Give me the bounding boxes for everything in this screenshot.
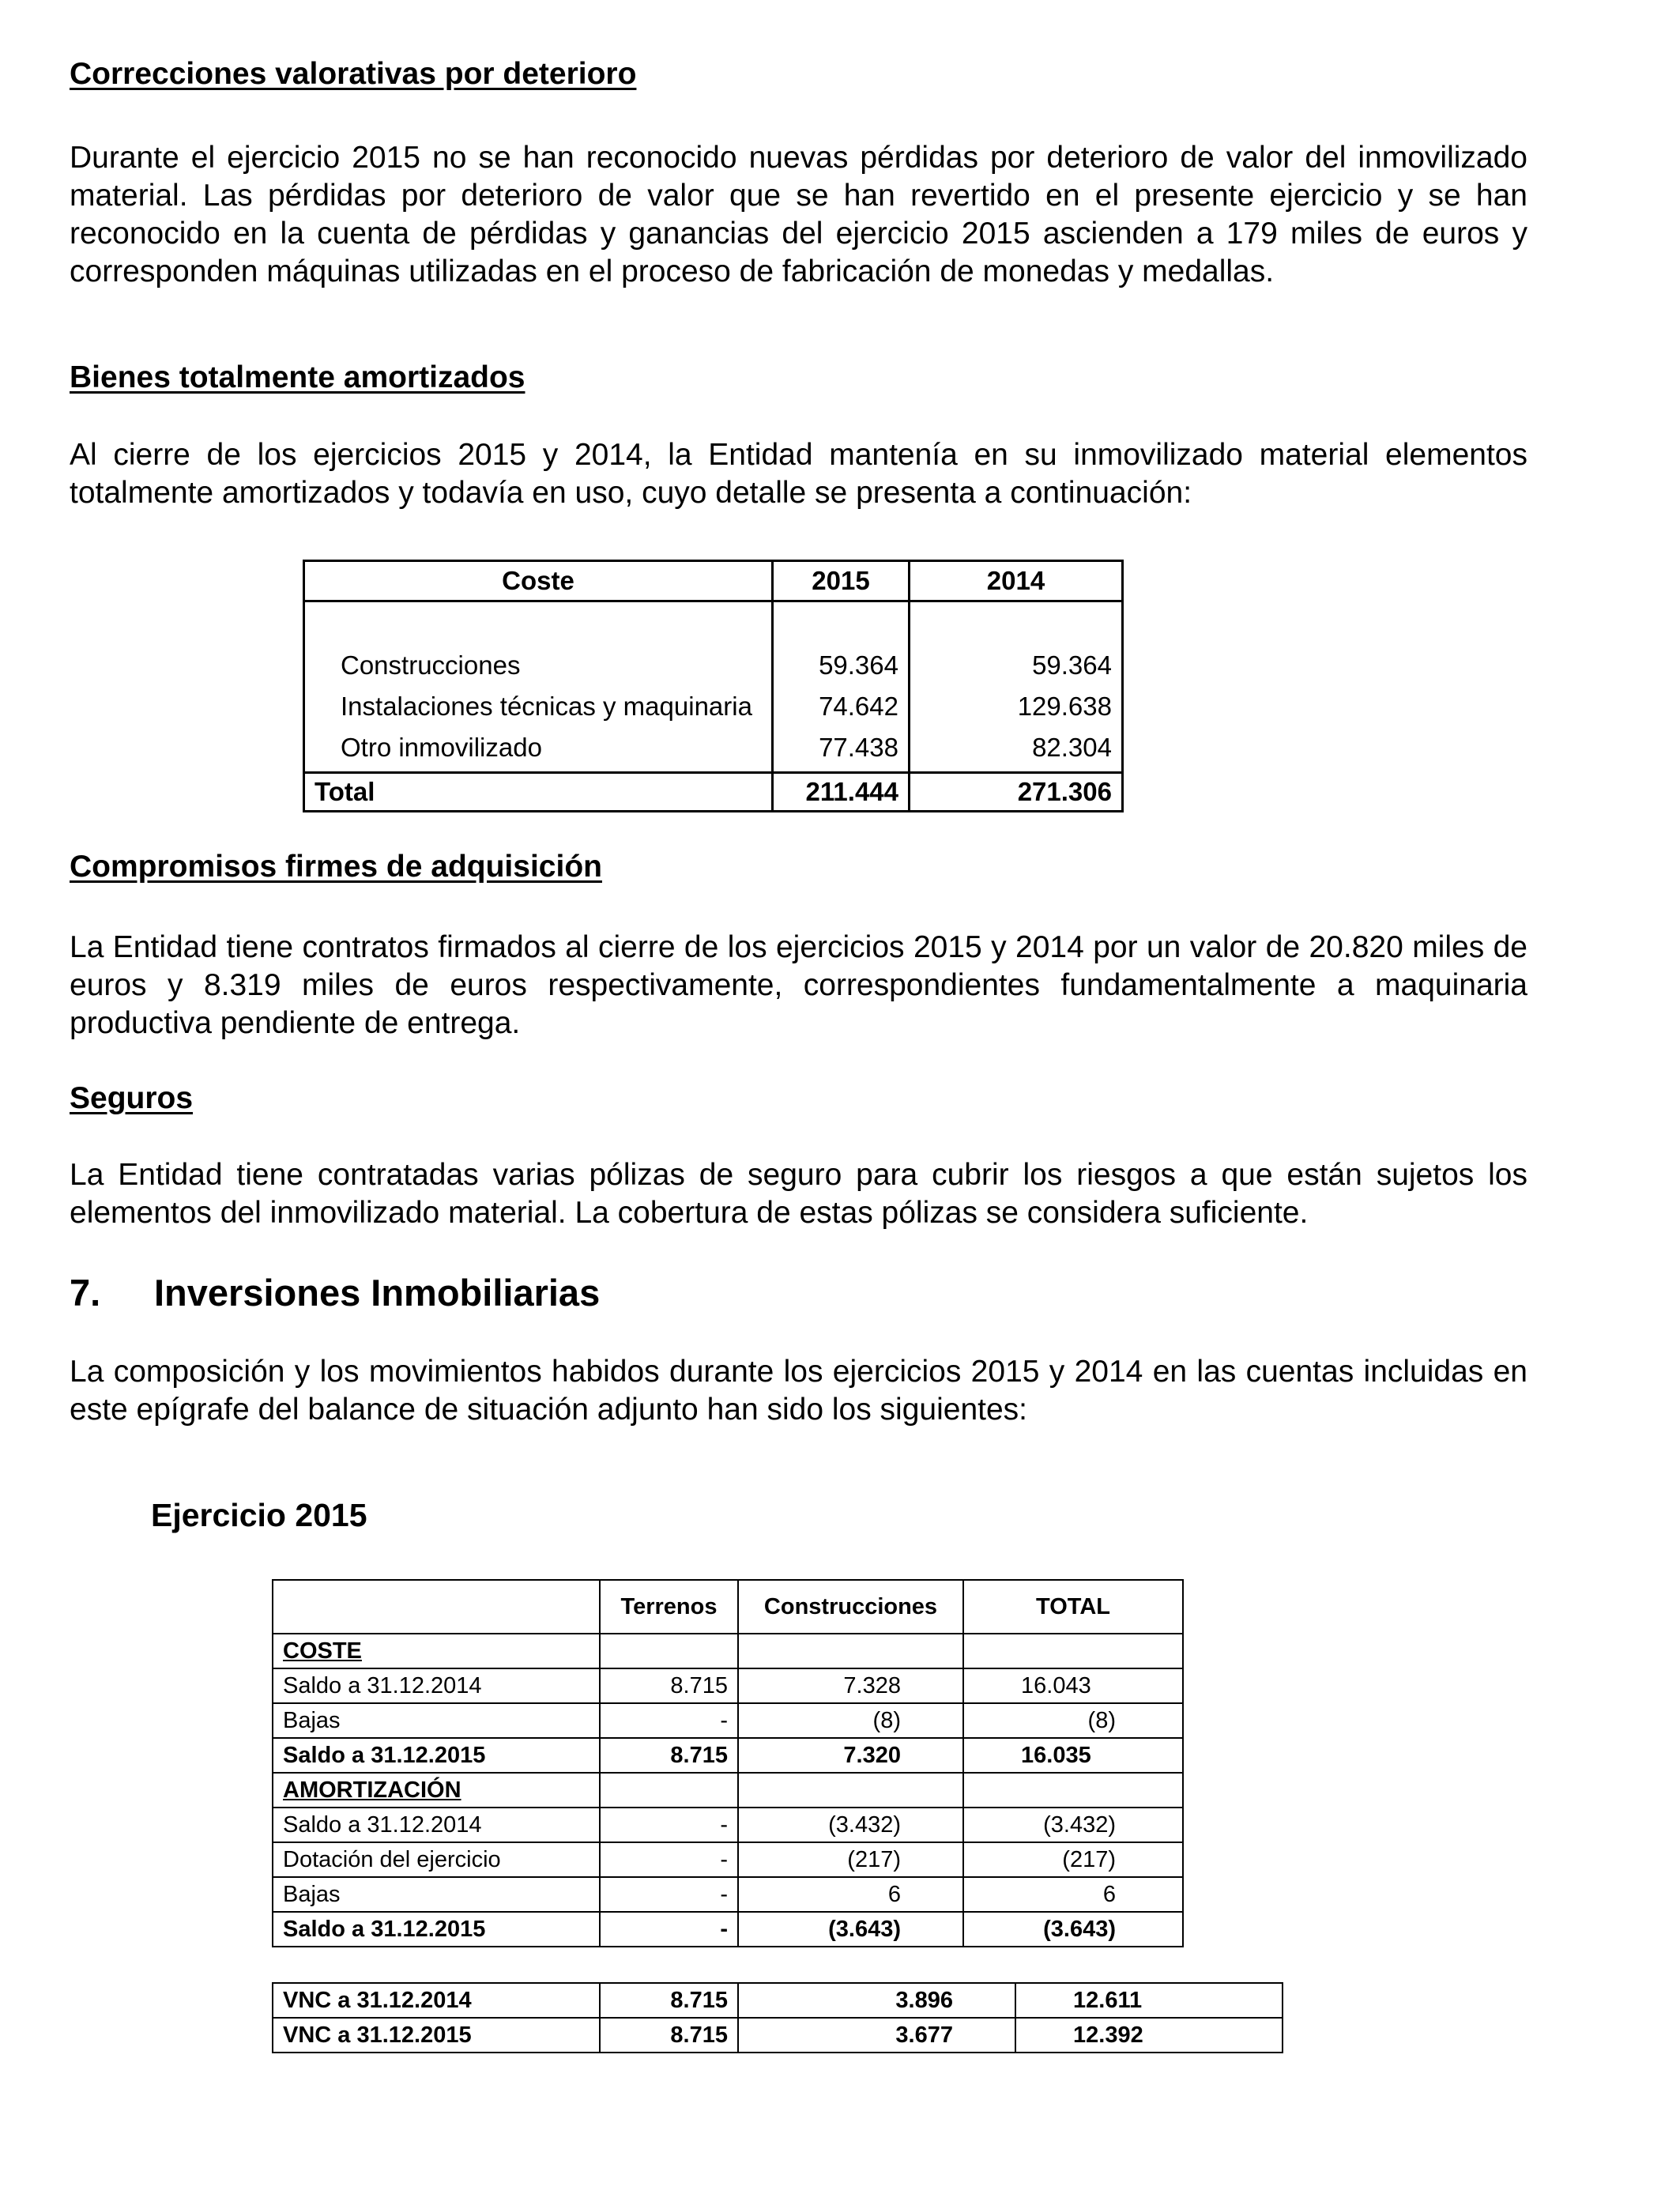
cell-construcciones: (3.643) (738, 1912, 963, 1947)
cell-construcciones: 7.320 (738, 1738, 963, 1773)
row-label: Construcciones (304, 645, 773, 686)
cell-construcciones: (217) (738, 1842, 963, 1877)
header-construcciones: Construcciones (738, 1580, 963, 1634)
section-title-seguros: Seguros (70, 1081, 194, 1115)
section-row-amortizacion (273, 1773, 1183, 1808)
row-label: Dotación del ejercicio (273, 1842, 600, 1877)
section-label: AMORTIZACIÓN (273, 1773, 600, 1808)
table-row (304, 601, 1123, 646)
table-header-row (273, 1580, 1183, 1634)
cell-total: (217) (963, 1842, 1183, 1877)
row-label: Saldo a 31.12.2015 (273, 1912, 600, 1947)
cell-total: (3.643) (963, 1912, 1183, 1947)
cell-construcciones: (3.432) (738, 1808, 963, 1842)
row-label: Bajas (273, 1877, 600, 1912)
cell-construcciones: 7.328 (738, 1668, 963, 1703)
ejercicio-title: Ejercicio 2015 (151, 1497, 367, 1533)
table-header-row (304, 561, 1123, 601)
cell-terrenos: 8.715 (600, 1983, 738, 2018)
cell-2014: 59.364 (910, 645, 1123, 686)
cell-total: 12.392 (1015, 2018, 1283, 2053)
cell-terrenos: - (600, 1877, 738, 1912)
table-row (273, 1842, 1183, 1877)
paragraph-inversiones: La composición y los movimientos habidos durante los ejercicios 2015 y 2014 en las cuentas incluidas en este epígrafe del balance de situación adjunto han sido los siguientes: (70, 1355, 1527, 1427)
total-2014: 271.306 (910, 773, 1123, 812)
heading-text: Inversiones Inmobiliarias (154, 1272, 601, 1314)
amortizados-table (303, 560, 1124, 812)
table-row (273, 1983, 1283, 2018)
table-row (304, 686, 1123, 727)
section-label: COSTE (273, 1634, 600, 1668)
row-label: Saldo a 31.12.2014 (273, 1808, 600, 1842)
table-row (273, 1808, 1183, 1842)
cell-total: 16.043 (963, 1668, 1183, 1703)
cell-construcciones: 3.896 (738, 1983, 1015, 2018)
row-label: Saldo a 31.12.2014 (273, 1668, 600, 1703)
cell-terrenos: 8.715 (600, 1738, 738, 1773)
cell-2015: 77.438 (773, 727, 910, 773)
section-title-compromisos: Compromisos firmes de adquisición (70, 850, 602, 884)
section-row-coste (273, 1634, 1183, 1668)
vnc-table (272, 1982, 1283, 2053)
section-title-correcciones: Correcciones valorativas por deterioro (70, 57, 637, 91)
header-2015: 2015 (773, 561, 910, 601)
cell-2014: 129.638 (910, 686, 1123, 727)
section-title-bienes: Bienes totalmente amortizados (70, 360, 525, 394)
cell-total: (3.432) (963, 1808, 1183, 1842)
header-coste: Coste (304, 561, 773, 601)
row-label: VNC a 31.12.2015 (273, 2018, 600, 2053)
row-label: Instalaciones técnicas y maquinaria (304, 686, 773, 727)
cell-total: 12.611 (1015, 1983, 1283, 2018)
cell-terrenos: - (600, 1808, 738, 1842)
header-2014: 2014 (910, 561, 1123, 601)
table-row (273, 2018, 1283, 2053)
table-row (273, 1703, 1183, 1738)
cell-2015: 59.364 (773, 645, 910, 686)
cell-terrenos: - (600, 1912, 738, 1947)
table-row (304, 645, 1123, 686)
cell-2014: 82.304 (910, 727, 1123, 773)
row-label: Bajas (273, 1703, 600, 1738)
heading-inversiones (70, 1271, 600, 1314)
header-terrenos: Terrenos (600, 1580, 738, 1634)
cell-terrenos: 8.715 (600, 1668, 738, 1703)
cell-construcciones: 3.677 (738, 2018, 1015, 2053)
table-row (273, 1668, 1183, 1703)
row-label: Otro inmovilizado (304, 727, 773, 773)
table-row (304, 727, 1123, 773)
cell-construcciones: 6 (738, 1877, 963, 1912)
paragraph-compromisos: La Entidad tiene contratos firmados al cierre de los ejercicios 2015 y 2014 por un valor de 20.820 miles de euros y 8.319 miles de euros respectivamente, correspondientes fundamentalmente a maquinaria productiva pendiente de entrega. (70, 930, 1527, 1040)
inversiones-table (272, 1579, 1184, 1947)
paragraph-bienes: Al cierre de los ejercicios 2015 y 2014, la Entidad mantenía en su inmovilizado material elementos totalmente amortizados y todavía en uso, cuyo detalle se presenta a continuación: (70, 438, 1527, 510)
cell-2015: 74.642 (773, 686, 910, 727)
table-row-total (273, 1912, 1183, 1947)
cell-total: 6 (963, 1877, 1183, 1912)
row-label: Saldo a 31.12.2015 (273, 1738, 600, 1773)
table-row-total (273, 1738, 1183, 1773)
cell-terrenos: - (600, 1703, 738, 1738)
total-label: Total (304, 773, 773, 812)
cell-terrenos: 8.715 (600, 2018, 738, 2053)
paragraph-seguros: La Entidad tiene contratadas varias pólizas de seguro para cubrir los riesgos a que están sujetos los elementos del inmovilizado material. La cobertura de estas pólizas se considera suficiente. (70, 1158, 1527, 1230)
paragraph-correcciones: Durante el ejercicio 2015 no se han reconocido nuevas pérdidas por deterioro de valor del inmovilizado material. Las pérdidas por deterioro de valor que se han revertido en el presente ejercicio y se han reconocido en la cuenta de pérdidas y ganancias del ejercicio 2015 ascienden a 179 miles de euros y corresponden máquinas utilizadas en el proceso de fabricación de monedas y medallas. (70, 141, 1527, 288)
cell-total: 16.035 (963, 1738, 1183, 1773)
total-row (304, 773, 1123, 812)
cell-total: (8) (963, 1703, 1183, 1738)
heading-number: 7. (70, 1272, 101, 1314)
total-2015: 211.444 (773, 773, 910, 812)
cell-terrenos: - (600, 1842, 738, 1877)
row-label: VNC a 31.12.2014 (273, 1983, 600, 2018)
table-row (273, 1877, 1183, 1912)
header-total: TOTAL (963, 1580, 1183, 1634)
header-blank (273, 1580, 600, 1634)
cell-construcciones: (8) (738, 1703, 963, 1738)
